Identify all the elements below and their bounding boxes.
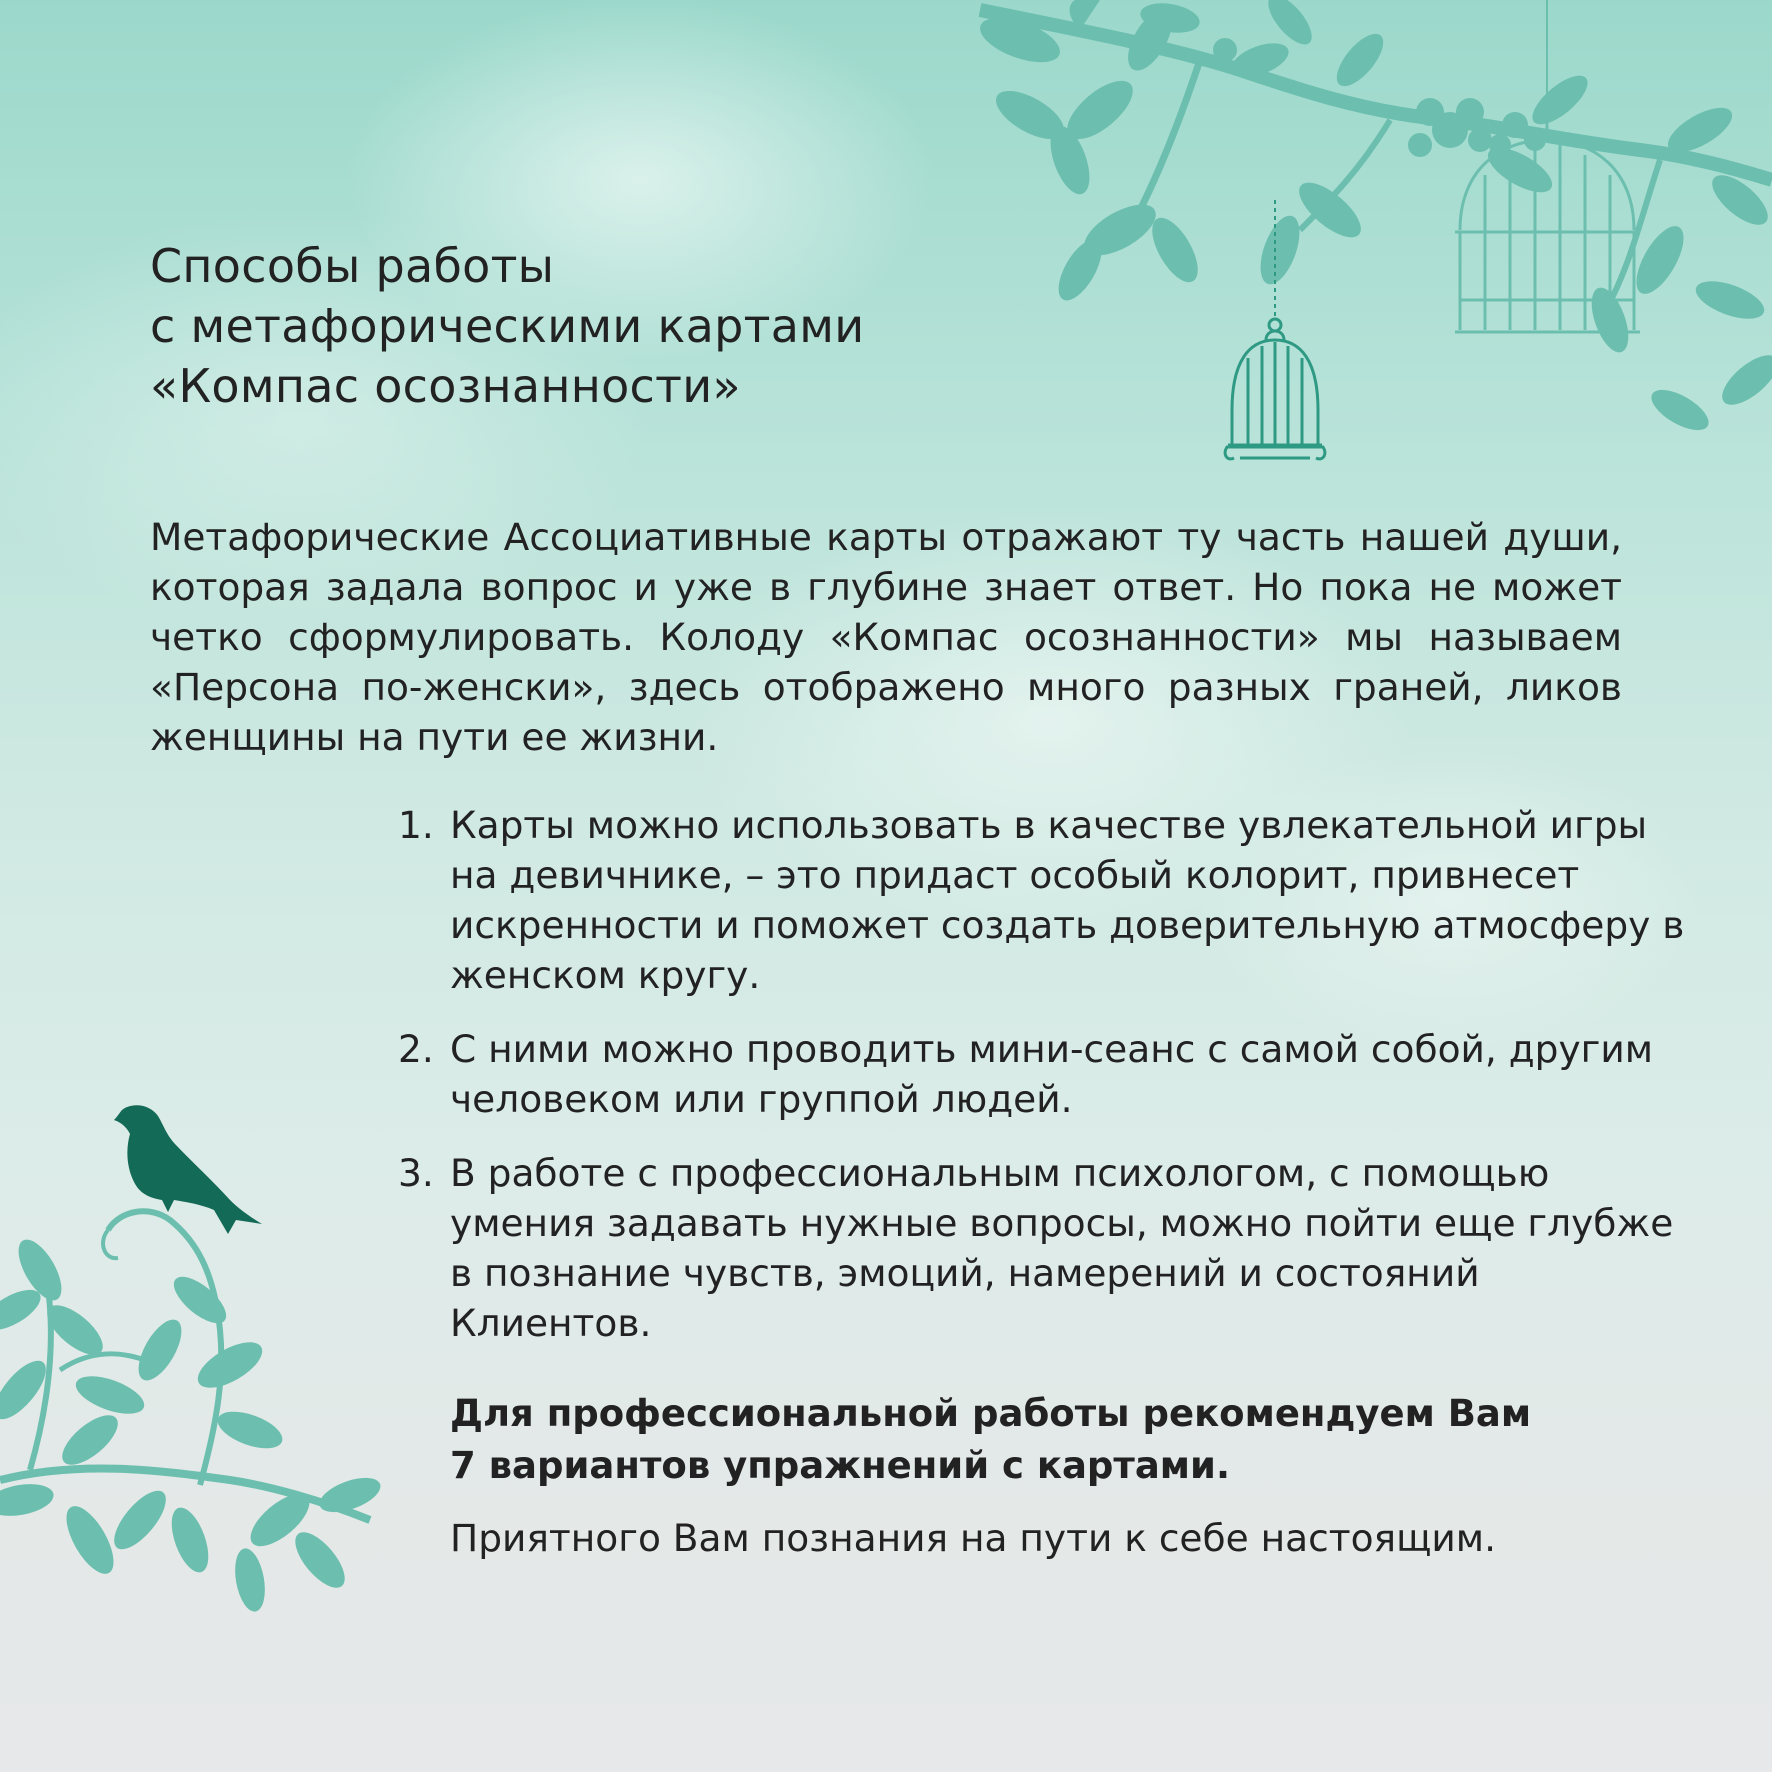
small-birdcage-illustration: [1220, 200, 1330, 465]
list-item-number: 2.: [398, 1027, 434, 1071]
list-item: [398, 1148, 1688, 1348]
recommendation-text: [450, 1388, 1710, 1492]
title-line-3: «Компас осознанности»: [150, 359, 741, 413]
list-item: [398, 1024, 1688, 1124]
title-line-1: Способы работы: [150, 239, 555, 293]
branch-top-right-illustration: [960, 0, 1772, 440]
page-title: [150, 236, 864, 416]
intro-paragraph: Метафорические Ассоциативные карты отражают ту часть нашей души, которая задала вопрос и уже в глубине знает ответ. Но пока не может четко сформулировать. Колоду «Компас осознанности» мы называем «Персона по-женски», здесь отображено много разных граней, ликов женщины на пути ее жизни.: [150, 515, 1622, 759]
recommendation-line-2: 7 вариантов упражнений с картами.: [450, 1444, 1231, 1487]
list-item: [398, 800, 1688, 1000]
list-item-number: 1.: [398, 803, 434, 847]
list-item-number: 3.: [398, 1151, 434, 1195]
methods-list: [398, 800, 1688, 1372]
list-item-text: Карты можно использовать в качестве увлекательной игры на девичнике, – это придаст особый колорит, привнесет искренности и поможет создать доверительную атмосферу в женском кругу.: [450, 803, 1685, 997]
branch-with-bird-illustration: [0, 1100, 400, 1620]
title-line-2: с метафорическими картами: [150, 299, 865, 353]
recommendation-line-1: Для профессиональной работы рекомендуем Вам: [450, 1392, 1532, 1435]
list-item-text: В работе с профессиональным психологом, с помощью умения задавать нужные вопросы, можно пойти еще глубже в познание чувств, эмоций, намерений и состояний Клиентов.: [450, 1151, 1674, 1345]
list-item-text: С ними можно проводить мини-сеанс с самой собой, другим человеком или группой людей.: [450, 1027, 1654, 1121]
closing-text: Приятного Вам познания на пути к себе настоящим.: [450, 1516, 1496, 1560]
